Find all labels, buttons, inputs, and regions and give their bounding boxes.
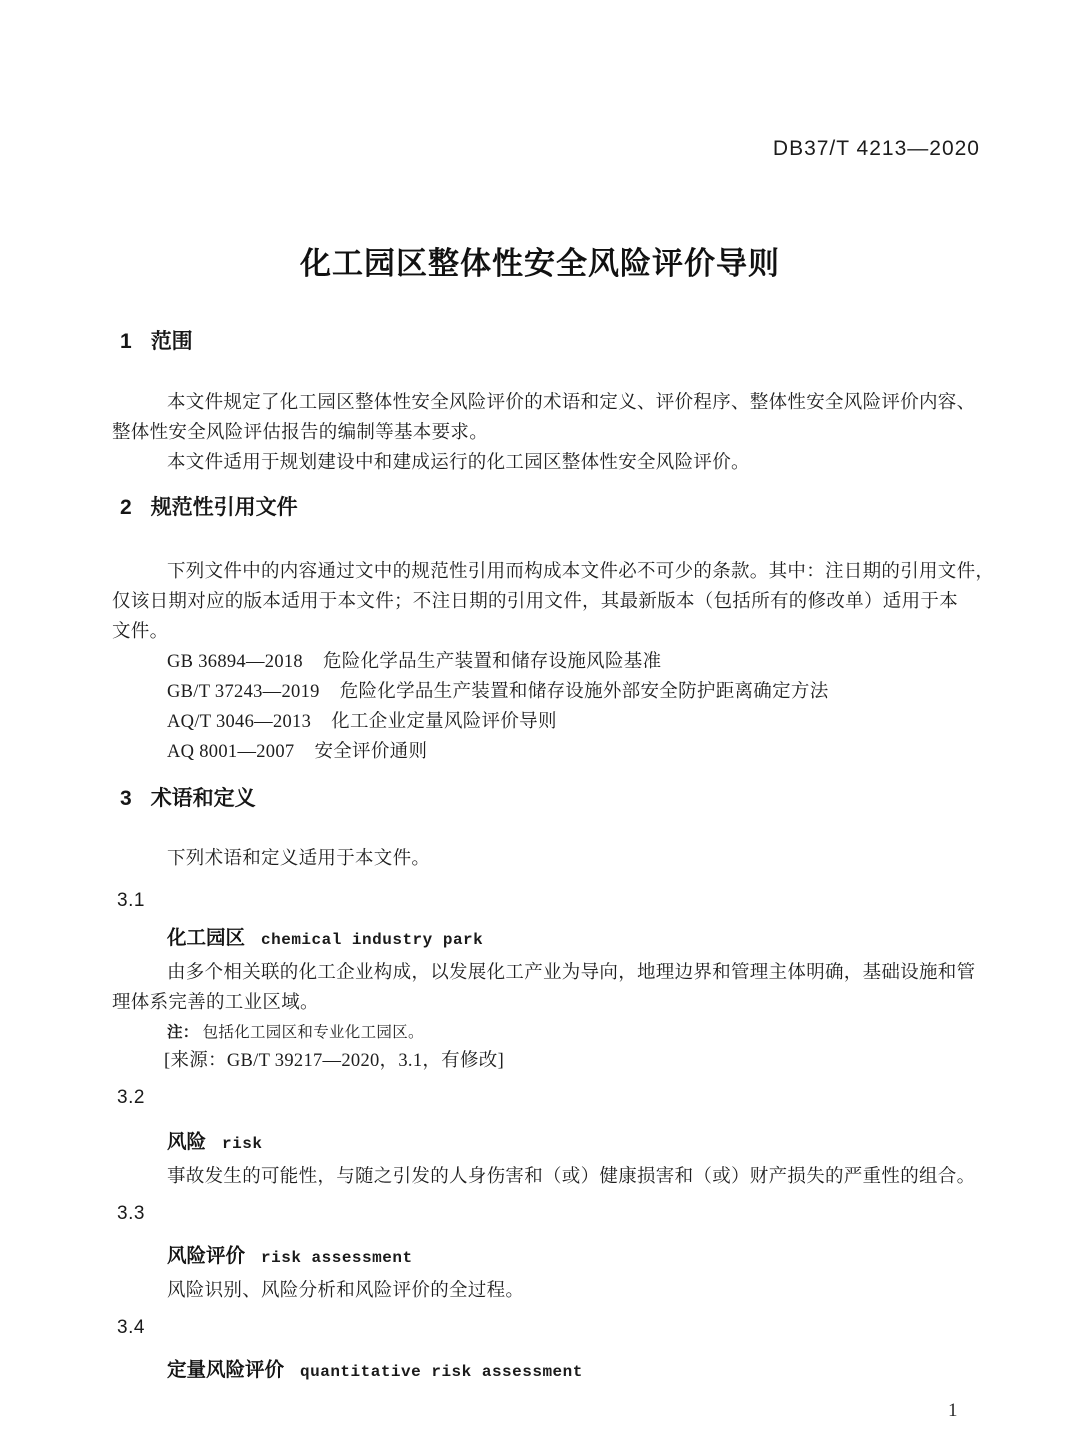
text-line: 理体系完善的工业区域。 [112,993,319,1013]
section-3-heading [112,787,982,811]
reference-code: GB/T 37243—2019 [167,682,320,702]
section-1-heading [112,330,982,354]
section-number: 3 [120,787,132,810]
text-line: 由多个相关联的化工企业构成，以发展化工产业为导向，地理边界和管理主体明确，基础设施和管 [167,963,976,983]
term-en: risk assessment [261,1249,413,1267]
term-clause-number: 3.3 [117,1203,145,1224]
term-heading [112,1244,982,1270]
text-line: 风险识别、风险分析和风险评价的全过程。 [167,1281,525,1301]
text-line: 本文件规定了化工园区整体性安全风险评价的术语和定义、评价程序、整体性安全风险评价内容、 [167,393,976,413]
term-clause-number: 3.1 [117,890,145,911]
section-number: 1 [120,330,132,353]
reference-item [112,647,982,677]
text-line: 文件。 [112,622,169,642]
text-line: 本文件适用于规划建设中和建成运行的化工园区整体性安全风险评价。 [167,453,750,473]
term-en: quantitative risk assessment [300,1363,583,1381]
term-definition [112,1276,982,1306]
text-line: 下列文件中的内容通过文中的规范性引用而构成本文件必不可少的条款。其中：注日期的引用文件， [167,562,995,582]
reference-code: AQ/T 3046—2013 [167,712,312,732]
note-text: 包括化工园区和专业化工园区。 [202,1024,424,1041]
term-en: chemical industry park [261,931,484,949]
text-line: 事故发生的可能性，与随之引发的人身伤害和（或）健康损害和（或）财产损失的严重性的组合。 [167,1167,976,1187]
reference-code: AQ 8001—2007 [167,742,295,762]
text-line: 整体性安全风险评估报告的编制等基本要求。 [112,423,489,443]
term-definition [112,1162,982,1192]
paragraph [112,388,982,448]
section-heading-label: 规范性引用文件 [150,496,298,519]
reference-item [112,707,982,737]
reference-item [112,677,982,707]
reference-list [112,647,982,767]
note-label: 注： [167,1024,199,1041]
term-source: [来源：GB/T 39217—2020，3.1，有修改] [164,1051,505,1071]
section-heading-label: 范围 [150,330,193,353]
reference-title: 危险化学品生产装置和储存设施外部安全防护距离确定方法 [339,682,829,702]
reference-title: 安全评价通则 [314,742,428,762]
term-clause-number: 3.4 [117,1317,145,1338]
page-number: 1 [948,1400,958,1421]
document-body [112,330,995,1384]
reference-title: 化工企业定量风险评价导则 [331,712,557,732]
term-zh: 风险 [167,1131,207,1153]
term-clause-number: 3.2 [117,1087,145,1108]
document-title: 化工园区整体性安全风险评价导则 [300,246,780,281]
reference-code: GB 36894—2018 [167,652,303,672]
term-zh: 风险评价 [167,1245,246,1267]
section-2-heading [112,496,982,520]
text-line: 仅该日期对应的版本适用于本文件；不注日期的引用文件，其最新版本（包括所有的修改单）适用于本 [112,592,959,612]
standard-code: DB37/T 4213—2020 [772,137,980,160]
reference-title: 危险化学品生产装置和储存设施风险基准 [322,652,662,672]
reference-item [112,737,982,767]
paragraph [112,557,995,647]
section-number: 2 [120,496,132,519]
term-zh: 化工园区 [167,927,246,949]
term-heading [112,1358,982,1384]
term-note [112,1020,982,1046]
term-heading [112,1130,982,1156]
paragraph [112,448,982,478]
paragraph [112,844,982,874]
term-zh: 定量风险评价 [167,1359,285,1381]
section-heading-label: 术语和定义 [150,787,256,810]
text-line: 下列术语和定义适用于本文件。 [167,849,431,869]
term-en: risk [222,1135,263,1153]
term-definition [112,958,982,1018]
term-heading [112,926,982,952]
